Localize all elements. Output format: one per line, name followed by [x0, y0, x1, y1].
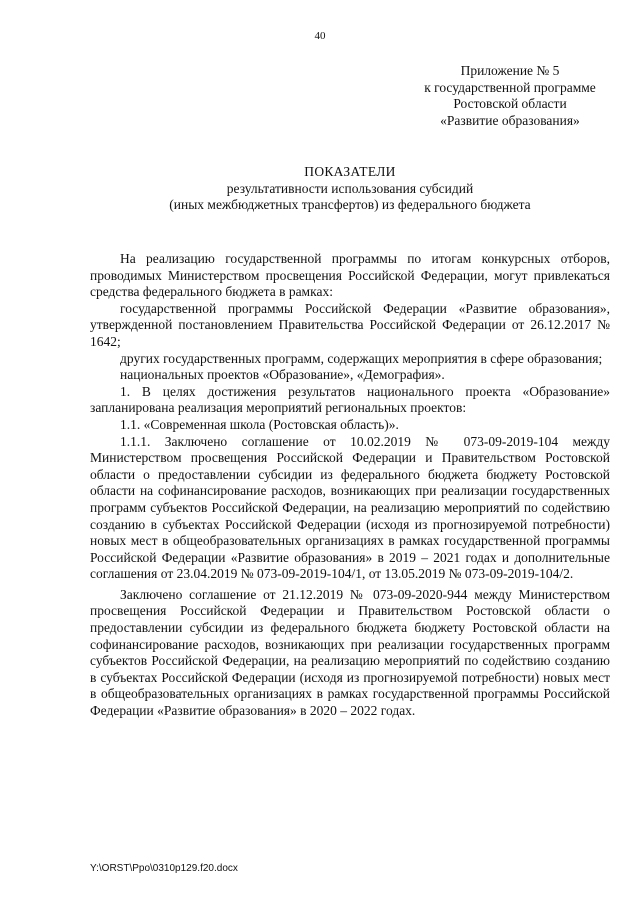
- file-path-footer: Y:\ORST\Ppo\0310p129.f20.docx: [90, 863, 238, 874]
- paragraph: 1.1.1. Заключено соглашение от 10.02.2019 № 073-09-2019-104 между Министерством просвещения Российской Федерации и Правительством Ростовской области о предоставлении субсидии из федерального бюджета бюджету Ростовской области на софинансирование расходов, возникающих при реализации государственных программ субъектов Российской Федерации, на реализацию мероприятий по содействию созданию в субъектах Российской Федерации (исходя из прогнозируемой потребности) новых мест в общеобразовательных организациях в рамках государственной программы Российской Федерации «Развитие образования» в 2019 – 2021 годах и дополнительные соглашения от 23.04.2019 № 073-09-2019-104/1, от 13.05.2019 № 073-09-2019-104/2.: [90, 433, 610, 582]
- appendix-line: к государственной программе: [424, 79, 596, 95]
- appendix-line: Ростовской области: [453, 96, 567, 111]
- paragraph: 1. В целях достижения результатов национального проекта «Образование» запланирована реализация мероприятий региональных проектов:: [90, 383, 610, 416]
- appendix-block: [400, 63, 620, 129]
- title-line: результативности использования субсидий: [226, 180, 474, 196]
- title-heading: ПОКАЗАТЕЛИ: [304, 164, 396, 179]
- paragraph: других государственных программ, содержащих мероприятия в сфере образования;: [120, 350, 603, 366]
- paragraph: национальных проектов «Образование», «Демография».: [120, 367, 445, 383]
- body-text: [90, 251, 610, 720]
- paragraph: На реализацию государственной программы по итогам конкурсных отборов, проводимых Министерством просвещения Российской Федерации, могут привлекаться средства федерального бюджета в рамках:: [90, 251, 610, 300]
- paragraph: государственной программы Российской Федерации «Развитие образования», утвержденной постановлением Правительства Российской Федерации от 26.12.2017 № 1642;: [90, 300, 610, 349]
- document-title: [90, 164, 610, 214]
- page-number: 40: [314, 30, 326, 42]
- appendix-line: «Развитие образования»: [440, 112, 580, 128]
- paragraph: 1.1. «Современная школа (Ростовская область)».: [120, 416, 399, 432]
- paragraph: Заключено соглашение от 21.12.2019 № 073-09-2020-944 между Министерством просвещения Российской Федерации и Правительством Ростовской области о предоставлении субсидии из федерального бюджета бюджету Ростовской области на софинансирование расходов, возникающих при реализации государственных программ субъектов Российской Федерации, на реализацию мероприятий по содействию созданию в субъектах Российской Федерации (исходя из прогнозируемой потребности) новых мест в общеобразовательных организациях в рамках государственной программы Российской Федерации «Развитие образования» в 2020 – 2022 годах.: [90, 586, 610, 719]
- title-line: (иных межбюджетных трансфертов) из федерального бюджета: [169, 197, 531, 212]
- appendix-line: Приложение № 5: [460, 63, 560, 78]
